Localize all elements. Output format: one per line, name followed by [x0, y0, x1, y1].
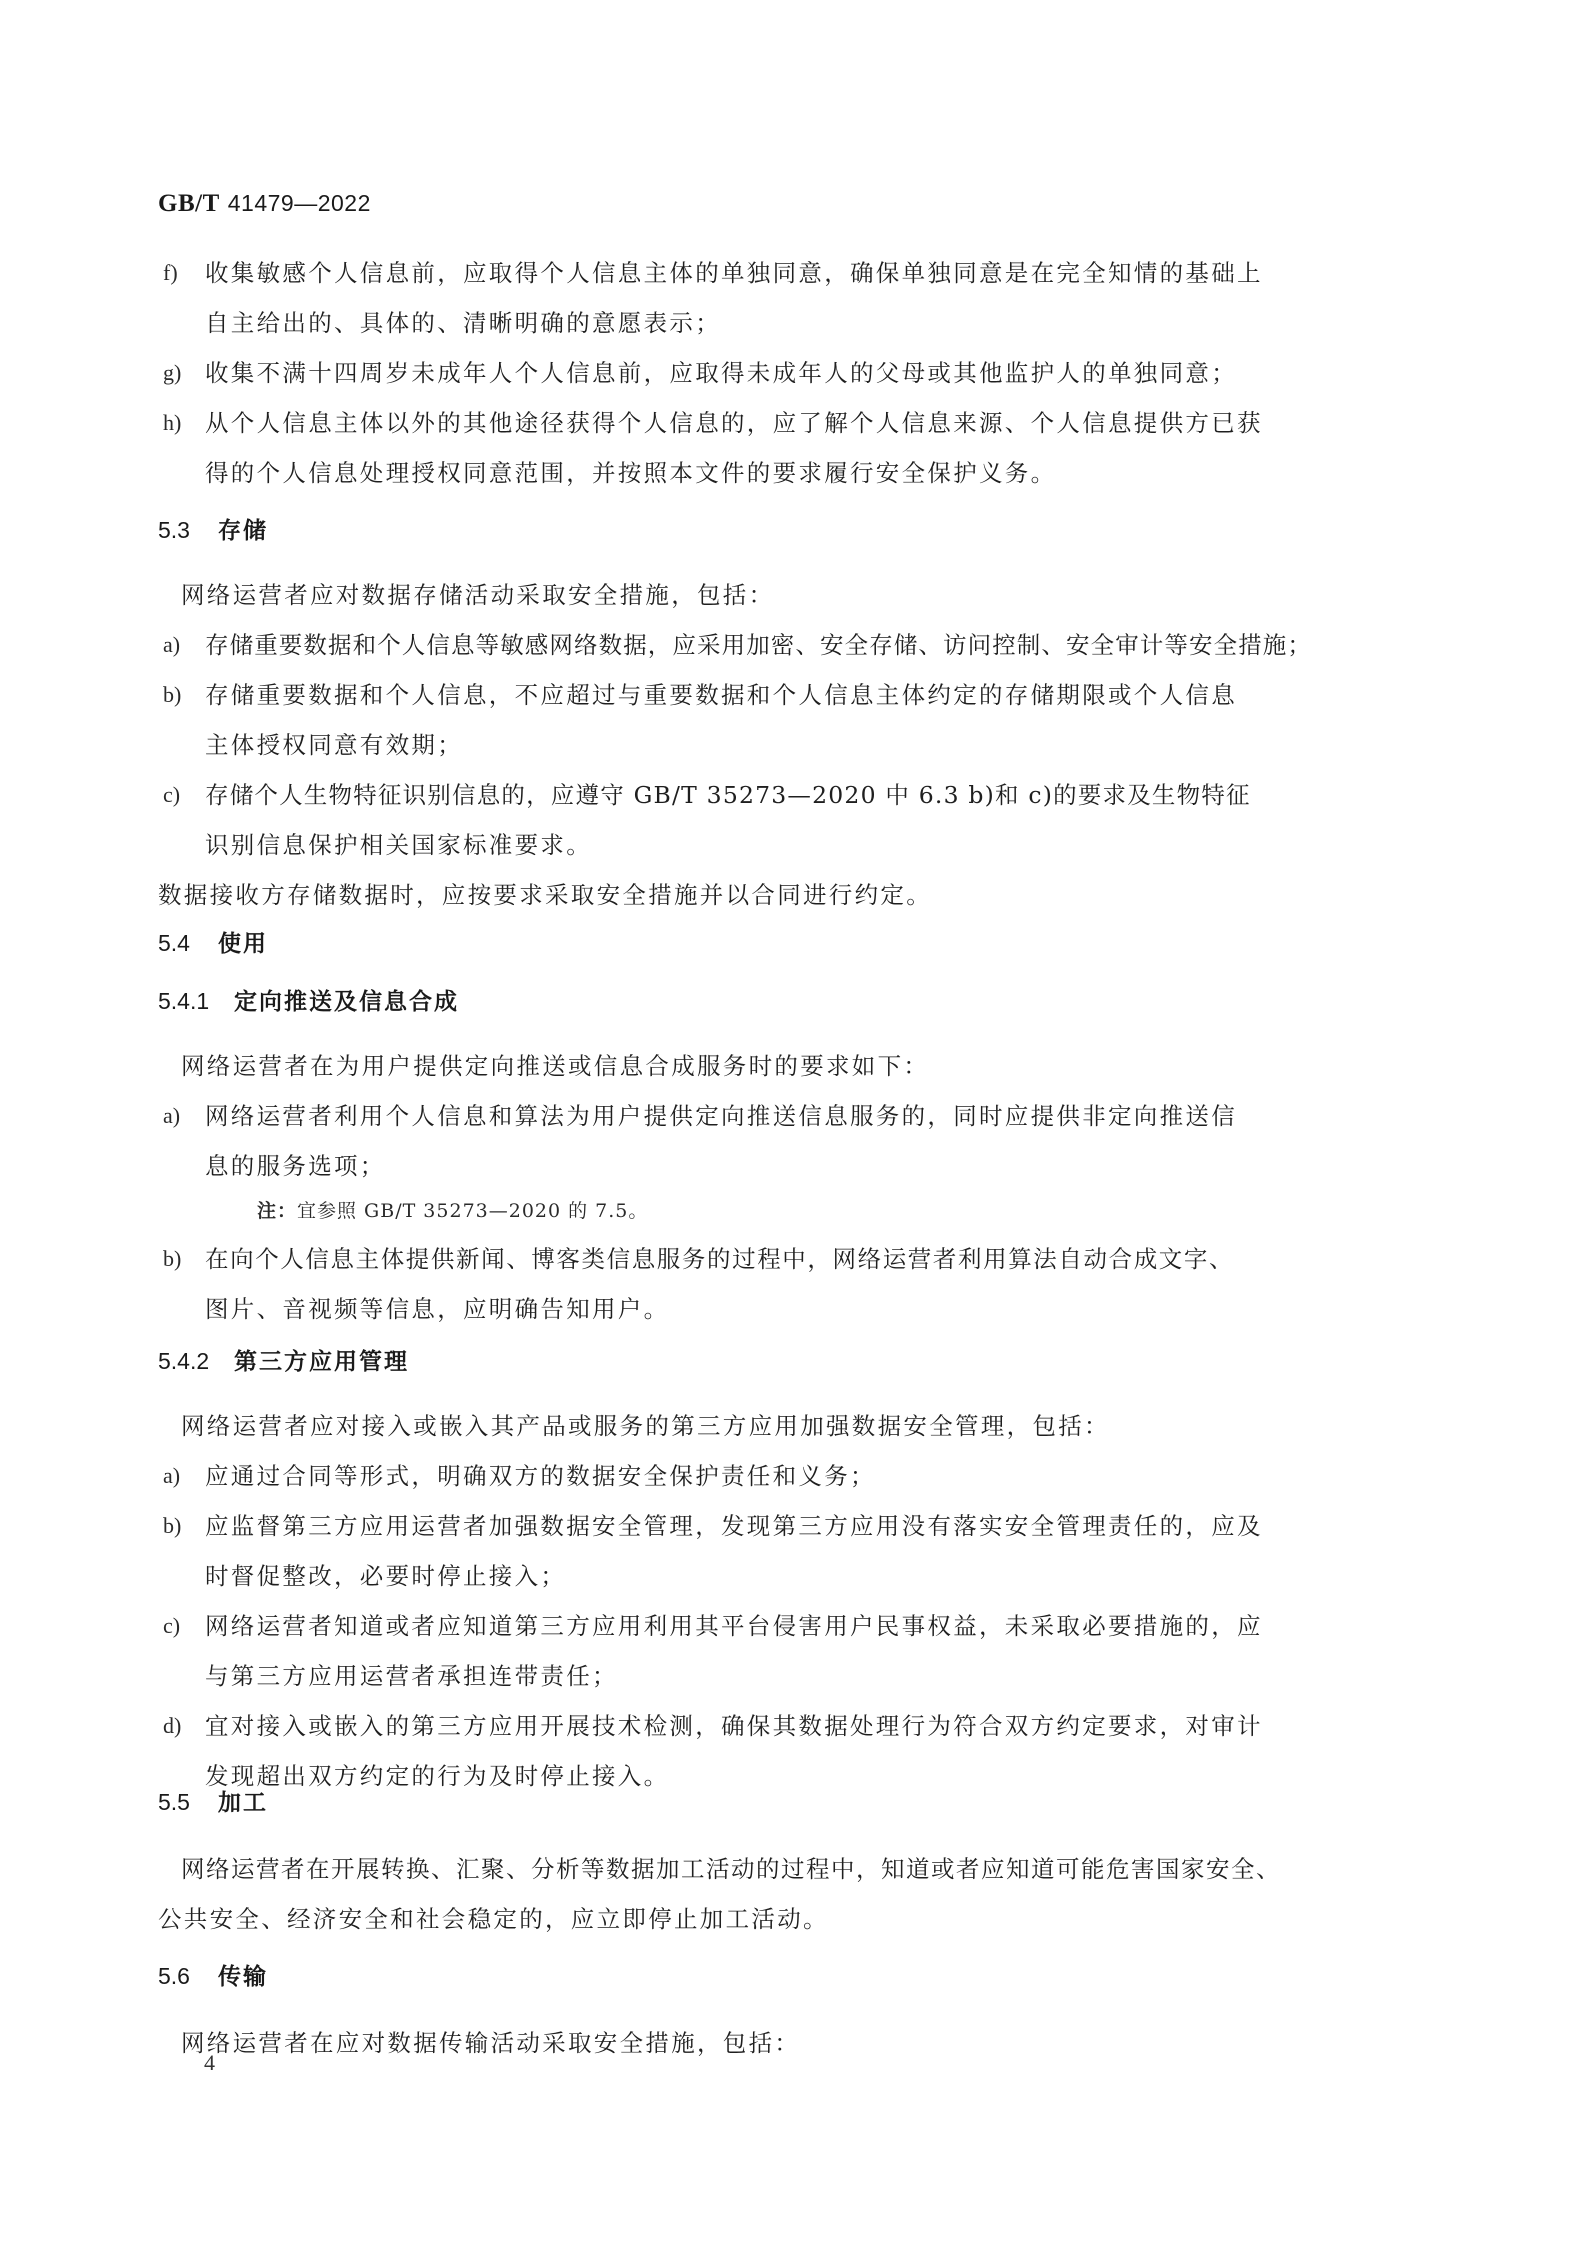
list-item-text: 息的服务选项；: [205, 1152, 386, 1180]
section-heading-5-5: [158, 1786, 268, 1818]
list-item-text: 从个人信息主体以外的其他途径获得个人信息的，应了解个人信息来源、个人信息提供方已获: [205, 409, 1263, 437]
section-intro: 网络运营者应对接入或嵌入其产品或服务的第三方应用加强数据安全管理，包括：: [181, 1412, 1110, 1440]
list-marker: h): [163, 410, 182, 435]
list-item-text: 网络运营者知道或者应知道第三方应用利用其平台侵害用户民事权益，未采取必要措施的，应: [205, 1612, 1263, 1640]
note: [257, 1197, 648, 1225]
list-item-text: 发现超出双方约定的行为及时停止接入。: [205, 1762, 670, 1790]
standard-number: 41479—2022: [227, 190, 371, 216]
section-title: 加工: [218, 1789, 268, 1815]
list-item-text: 存储重要数据和个人信息，不应超过与重要数据和个人信息主体约定的存储期限或个人信息: [205, 681, 1237, 709]
list-item-text: 应通过合同等形式，明确双方的数据安全保护责任和义务；: [205, 1462, 876, 1490]
list-item-text: 识别信息保护相关国家标准要求。: [205, 831, 592, 859]
paragraph-line: 网络运营者在开展转换、汇聚、分析等数据加工活动的过程中，知道或者应知道可能危害国家安全、: [181, 1855, 1281, 1883]
list-marker: a): [163, 632, 181, 657]
list-item-text: 图片、音视频等信息，应明确告知用户。: [205, 1295, 670, 1323]
section-number: 5.4.2: [158, 1348, 210, 1374]
section-number: 5.6: [158, 1963, 190, 1989]
section-intro: 网络运营者在为用户提供定向推送或信息合成服务时的要求如下：: [181, 1052, 930, 1080]
list-item-text: 与第三方应用运营者承担连带责任；: [205, 1662, 618, 1690]
section-closing: 数据接收方存储数据时，应按要求采取安全措施并以合同进行约定。: [158, 881, 932, 909]
list-item-text: 时督促整改，必要时停止接入；: [205, 1562, 567, 1590]
section-number: 5.4.1: [158, 988, 210, 1014]
list-item-text: 存储重要数据和个人信息等敏感网络数据，应采用加密、安全存储、访问控制、安全审计等安全措施；: [205, 631, 1312, 659]
section-intro: 网络运营者应对数据存储活动采取安全措施，包括：: [181, 581, 775, 609]
section-intro: 网络运营者在应对数据传输活动采取安全措施，包括：: [181, 2029, 801, 2057]
list-item-text: 应监督第三方应用运营者加强数据安全管理，发现第三方应用没有落实安全管理责任的，应及: [205, 1512, 1263, 1540]
paragraph-line: 公共安全、经济安全和社会稳定的，应立即停止加工活动。: [158, 1905, 829, 1933]
list-marker: c): [163, 1613, 181, 1638]
list-item-text: 存储个人生物特征识别信息的，应遵守 GB/T 35273—2020 中 6.3 b)和 c)的要求及生物特征: [205, 781, 1251, 809]
list-marker: a): [163, 1463, 181, 1488]
note-text: 宜参照 GB/T 35273—2020 的 7.5。: [297, 1200, 649, 1222]
list-item-text: 主体授权同意有效期；: [205, 731, 463, 759]
list-marker: b): [163, 1513, 182, 1538]
list-marker: g): [163, 360, 182, 385]
section-number: 5.4: [158, 930, 190, 956]
list-marker: d): [163, 1713, 182, 1738]
list-item-text: 自主给出的、具体的、清晰明确的意愿表示；: [205, 309, 721, 337]
note-label: 注：: [257, 1200, 298, 1222]
list-item-text: 宜对接入或嵌入的第三方应用开展技术检测，确保其数据处理行为符合双方约定要求，对审计: [205, 1712, 1263, 1740]
list-marker: f): [163, 260, 178, 285]
section-title: 定向推送及信息合成: [234, 988, 459, 1014]
section-heading-5-4: [158, 927, 268, 959]
list-marker: c): [163, 782, 181, 807]
section-number: 5.3: [158, 517, 190, 543]
section-title: 传输: [218, 1963, 268, 1989]
section-title: 存储: [218, 517, 268, 543]
section-title: 第三方应用管理: [234, 1348, 409, 1374]
section-heading-5-6: [158, 1960, 268, 1992]
section-title: 使用: [218, 930, 268, 956]
section-heading-5-4-2: [158, 1345, 409, 1377]
page-number: 4: [204, 2050, 215, 2075]
section-heading-5-4-1: [158, 985, 459, 1017]
list-item-text: 收集敏感个人信息前，应取得个人信息主体的单独同意，确保单独同意是在完全知情的基础上: [205, 259, 1263, 287]
list-item-text: 得的个人信息处理授权同意范围，并按照本文件的要求履行安全保护义务。: [205, 459, 1057, 487]
list-item-text: 收集不满十四周岁未成年人个人信息前，应取得未成年人的父母或其他监护人的单独同意；: [205, 359, 1237, 387]
section-number: 5.5: [158, 1789, 190, 1815]
section-heading-5-3: [158, 514, 268, 546]
list-marker: b): [163, 682, 182, 707]
list-marker: b): [163, 1246, 182, 1271]
list-item-text: 网络运营者利用个人信息和算法为用户提供定向推送信息服务的，同时应提供非定向推送信: [205, 1102, 1237, 1130]
standard-prefix: GB/T: [158, 190, 220, 217]
list-item-text: 在向个人信息主体提供新闻、博客类信息服务的过程中，网络运营者利用算法自动合成文字、: [205, 1245, 1235, 1273]
standard-header: [158, 190, 371, 218]
list-marker: a): [163, 1103, 181, 1128]
